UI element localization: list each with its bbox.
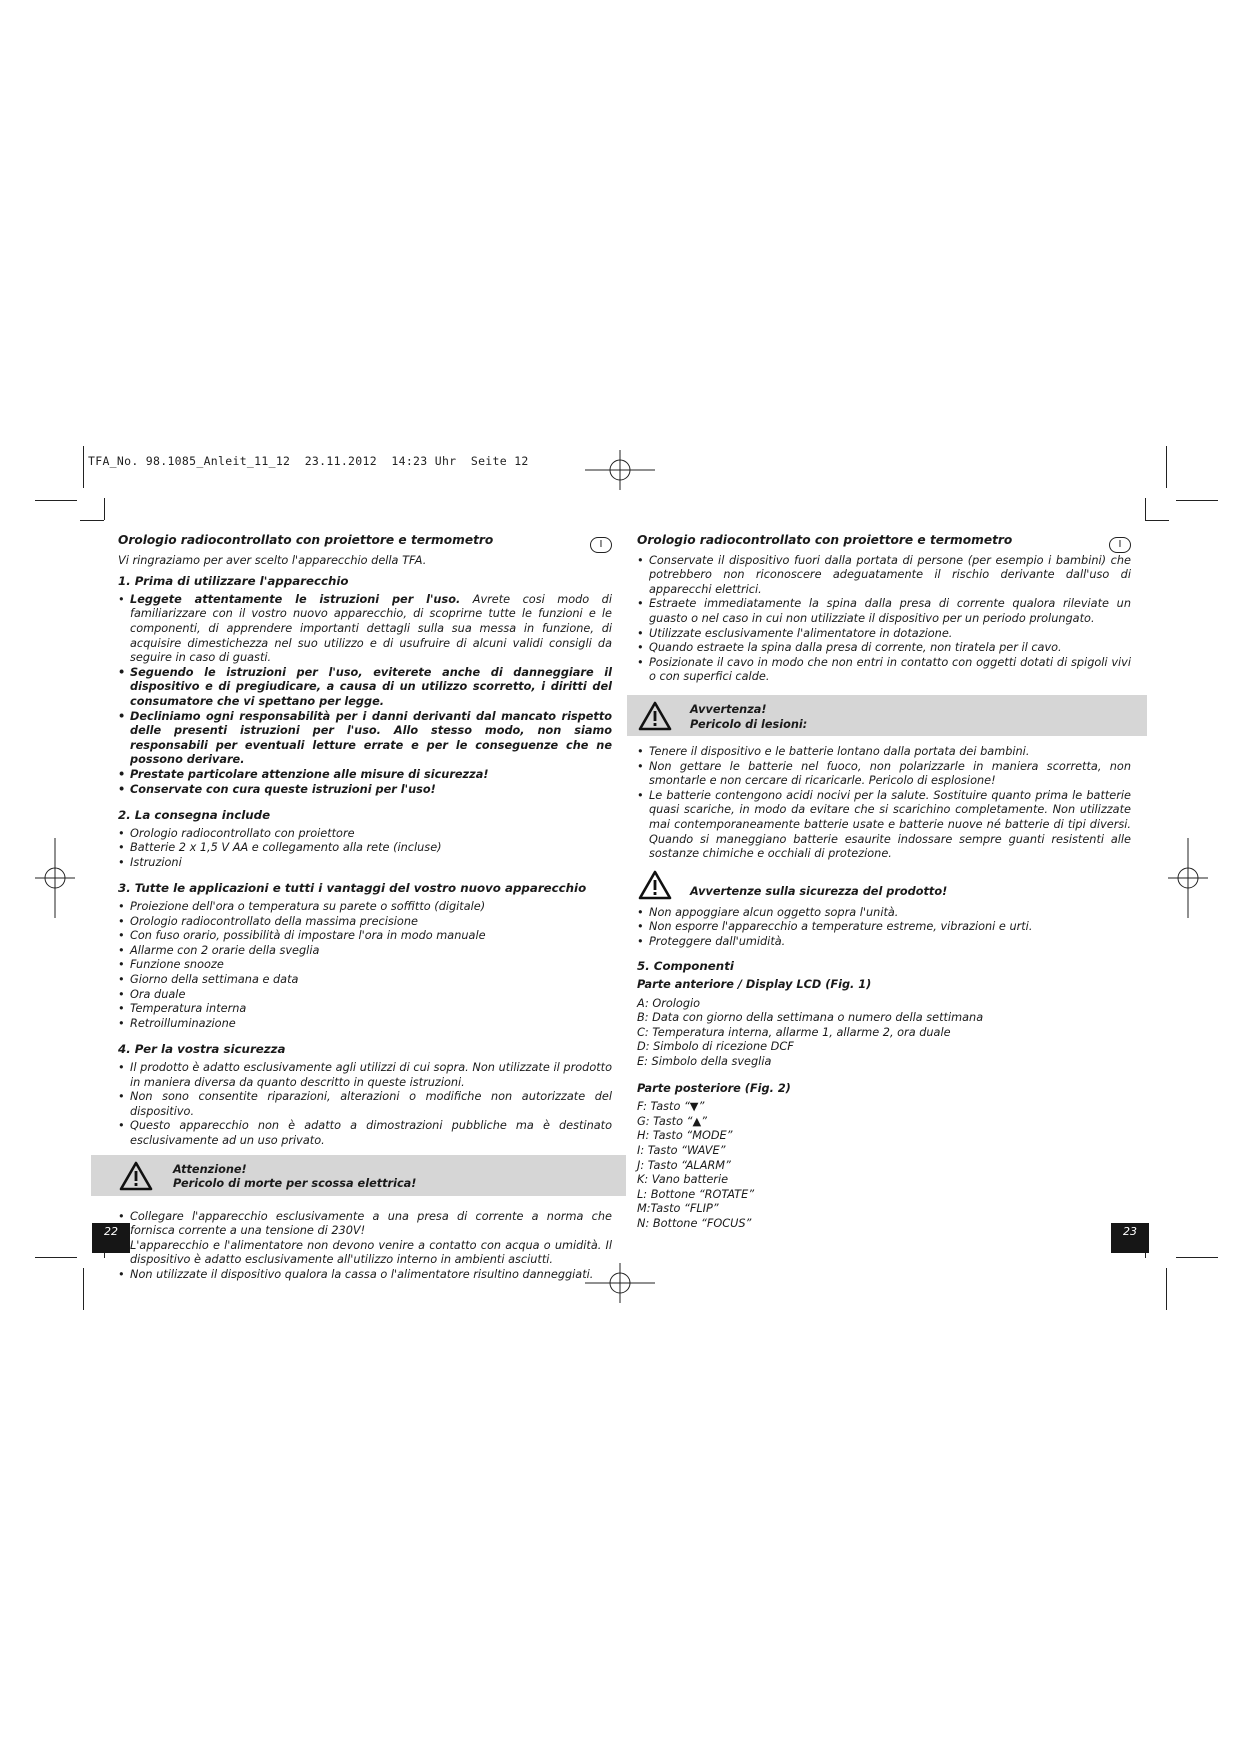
component-item: H: Tasto “MODE” xyxy=(637,1129,733,1143)
section-1 xyxy=(118,574,612,797)
list-item: • Funzione snooze xyxy=(118,958,612,973)
list-item: • Con fuso orario, possibilità di impostare l'ora in modo manuale xyxy=(118,929,612,944)
page-number: 22 xyxy=(92,1223,130,1253)
component-item: I: Tasto “WAVE” xyxy=(637,1144,726,1157)
safety-heading-text: Avvertenze sulla sicurezza del prodotto! xyxy=(690,884,948,898)
page-title: Orologio radiocontrollato con proiettore e termometro xyxy=(118,533,494,547)
list-item: • Temperatura interna xyxy=(118,1002,612,1017)
right-page xyxy=(637,533,1131,1232)
component-item: F: Tasto “▼” xyxy=(637,1100,705,1114)
component-item: L: Bottone “ROTATE” xyxy=(637,1187,755,1201)
intro-text: Vi ringraziamo per aver scelto l'apparecchio della TFA. xyxy=(118,553,427,567)
list-item: • Tenere il dispositivo e le batterie lontano dalla portata dei bambini. xyxy=(637,745,1131,760)
product-safety-heading xyxy=(637,868,1131,902)
list-item: • Proiezione dell'ora o temperatura su parete o soffitto (digitale) xyxy=(118,900,612,915)
list-item: • Orologio radiocontrollato con proiettore xyxy=(118,827,612,842)
list-item: • Seguendo le istruzioni per l'uso, eviterete anche di danneggiare il dispositivo e di pregiudicare, a causa di un utilizzo scorretto, i diritti del consumatore che vi spettano per legge. xyxy=(118,666,612,710)
warning-triangle-icon xyxy=(119,1161,153,1191)
warning-text xyxy=(690,703,807,732)
section-heading: 1. Prima di utilizzare l'apparecchio xyxy=(118,574,349,589)
list-item: • Non sono consentite riparazioni, alterazioni o modifiche non autorizzate del dispositivo. xyxy=(118,1090,612,1119)
list-item: • L'apparecchio e l'alimentatore non devono venire a contatto con acqua o umidità. Il dispositivo è adatto esclusivamente all'utilizzo interno in ambienti asciutti. xyxy=(118,1239,612,1268)
section-5 xyxy=(637,959,1131,1231)
body-text: Avrete cosi modo di familiarizzare con il vostro nuovo apparecchio, di scoprirne tutte le funzioni e le componenti, di apprendere importanti dettagli sulla sua messa in funzione, di acquisire dimestichezza nel suo utilizzo e di usufruire di alcuni validi consigli da seguire in caso di guasti. xyxy=(130,592,612,665)
registration-mark-top xyxy=(585,450,655,490)
list-item: • Decliniamo ogni responsabilità per i danni derivanti dal mancato rispetto delle presenti istruzioni per l'uso. Allo stesso modo, non siamo responsabili per eventuali letture errate e per le conseguenze che ne possono derivare. xyxy=(118,710,612,768)
warning-box xyxy=(91,1155,626,1196)
warning-subtitle: Pericolo di morte per scossa elettrica! xyxy=(173,1177,417,1191)
component-item: D: Simbolo di ricezione DCF xyxy=(637,1040,794,1054)
left-page xyxy=(118,533,612,1283)
warning-text xyxy=(173,1163,416,1192)
page-number: 23 xyxy=(1111,1223,1149,1253)
language-badge: I xyxy=(1109,537,1131,553)
list-item: • Non gettare le batterie nel fuoco, non polarizzarle in maniera scorretta, non smontarle e non cercare di ricaricarle. Pericolo di esplosione! xyxy=(637,760,1131,789)
section-4 xyxy=(118,1042,612,1148)
language-badge: I xyxy=(590,537,612,553)
front-display-heading: Parte anteriore / Display LCD (Fig. 1) xyxy=(637,978,872,992)
list-item: • Proteggere dall'umidità. xyxy=(637,935,1131,950)
warning-triangle-icon xyxy=(638,701,672,731)
battery-warning-list xyxy=(637,745,1131,862)
section-heading: 4. Per la vostra sicurezza xyxy=(118,1042,286,1057)
list-item: • Giorno della settimana e data xyxy=(118,973,612,988)
list-item: • Retroilluminazione xyxy=(118,1017,612,1032)
list-item: • Non appoggiare alcun oggetto sopra l'unità. xyxy=(637,906,1131,921)
page-title: Orologio radiocontrollato con proiettore e termometro xyxy=(637,533,1013,547)
list-item: • Il prodotto è adatto esclusivamente agli utilizzi di cui sopra. Non utilizzate il prodotto in maniera diversa da quanto descritto in queste istruzioni. xyxy=(118,1061,612,1090)
component-item: A: Orologio xyxy=(637,996,701,1010)
back-panel-heading: Parte posteriore (Fig. 2) xyxy=(637,1081,791,1095)
list-item: • Orologio radiocontrollato della massima precisione xyxy=(118,915,612,930)
list-item: • Conservate il dispositivo fuori dalla portata di persone (per esempio i bambini) che potrebbero non riconoscere adeguatamente il rischio derivante dall'uso di apparecchi elettrici. xyxy=(637,554,1131,598)
section-heading: 5. Componenti xyxy=(637,959,734,974)
print-slug: TFA_No. 98.1085_Anleit_11_12 23.11.2012 14:23 Uhr Seite 12 xyxy=(88,454,529,468)
list-item: • Questo apparecchio non è adatto a dimostrazioni pubbliche ma è destinato esclusivamente ad un uso privato. xyxy=(118,1119,612,1148)
warning-subtitle: Pericolo di lesioni: xyxy=(690,717,808,731)
component-item: M:Tasto “FLIP” xyxy=(637,1202,719,1216)
back-components xyxy=(637,1100,1131,1231)
list-item: • Le batterie contengono acidi nocivi per la salute. Sostituire quanto prima le batterie quasi scariche, in modo da evitare che si scarichino completamente. Non utilizzate mai contemporaneamente batterie usate e batterie nuove né batterie di tipi diversi. Quando si maneggiano batterie esaurite indossare sempre guanti resistenti alle sostanze chimiche e occhiali di protezione. xyxy=(637,789,1131,862)
component-item: C: Temperatura interna, allarme 1, allarme 2, ora duale xyxy=(637,1025,951,1039)
list-item: • Conservate con cura queste istruzioni per l'uso! xyxy=(118,783,612,798)
front-components xyxy=(637,997,1131,1070)
component-item: E: Simbolo della sveglia xyxy=(637,1055,772,1069)
list-item: • Batterie 2 x 1,5 V AA e collegamento alla rete (incluse) xyxy=(118,841,612,856)
list-item: • Istruzioni xyxy=(118,856,612,871)
component-item: G: Tasto “▲” xyxy=(637,1114,707,1128)
component-item: N: Bottone “FOCUS” xyxy=(637,1216,752,1230)
registration-mark-left xyxy=(35,838,75,918)
emphasis-text: Leggete attentamente le istruzioni per l'uso. xyxy=(130,592,461,606)
list-item: • Prestate particolare attenzione alle misure di sicurezza! xyxy=(118,768,612,783)
list-item xyxy=(118,593,612,666)
list-item: • Non utilizzate il dispositivo qualora la cassa o l'alimentatore risultino danneggiati. xyxy=(118,1268,612,1283)
section-heading: 3. Tutte le applicazioni e tutti i vantaggi del vostro nuovo apparecchio xyxy=(118,881,587,896)
component-item: J: Tasto “ALARM” xyxy=(637,1158,731,1172)
component-item: K: Vano batterie xyxy=(637,1173,729,1187)
electric-warning-list xyxy=(118,1210,612,1283)
section-3 xyxy=(118,881,612,1031)
list-item: • Allarme con 2 orarie della sveglia xyxy=(118,944,612,959)
list-item: • Posizionate il cavo in modo che non entri in contatto con oggetti dotati di spigoli vivi o con superfici calde. xyxy=(637,656,1131,685)
list-item: • Utilizzate esclusivamente l'alimentatore in dotazione. xyxy=(637,627,1131,642)
list-item: • Collegare l'apparecchio esclusivamente a una presa di corrente a norma che fornisca corrente a una tensione di 230V! xyxy=(118,1210,612,1239)
list-item: • Ora duale xyxy=(118,988,612,1003)
product-safety-list xyxy=(637,906,1131,950)
safety-list xyxy=(637,554,1131,685)
list-item: • Quando estraete la spina dalla presa di corrente, non tiratela per il cavo. xyxy=(637,641,1131,656)
list-item: • Non esporre l'apparecchio a temperature estreme, vibrazioni e urti. xyxy=(637,920,1131,935)
warning-title: Avvertenza! xyxy=(690,702,767,716)
warning-box xyxy=(627,695,1147,736)
warning-triangle-icon xyxy=(638,870,672,900)
section-heading: 2. La consegna include xyxy=(118,808,271,823)
list-item: • Estraete immediatamente la spina dalla presa di corrente qualora rileviate un guasto o nel caso in cui non utilizziate il dispositivo per un periodo prolungato. xyxy=(637,597,1131,626)
component-item: B: Data con giorno della settimana o numero della settimana xyxy=(637,1011,984,1025)
registration-mark-right xyxy=(1168,838,1208,918)
warning-title: Attenzione! xyxy=(173,1162,247,1176)
section-2 xyxy=(118,808,612,870)
